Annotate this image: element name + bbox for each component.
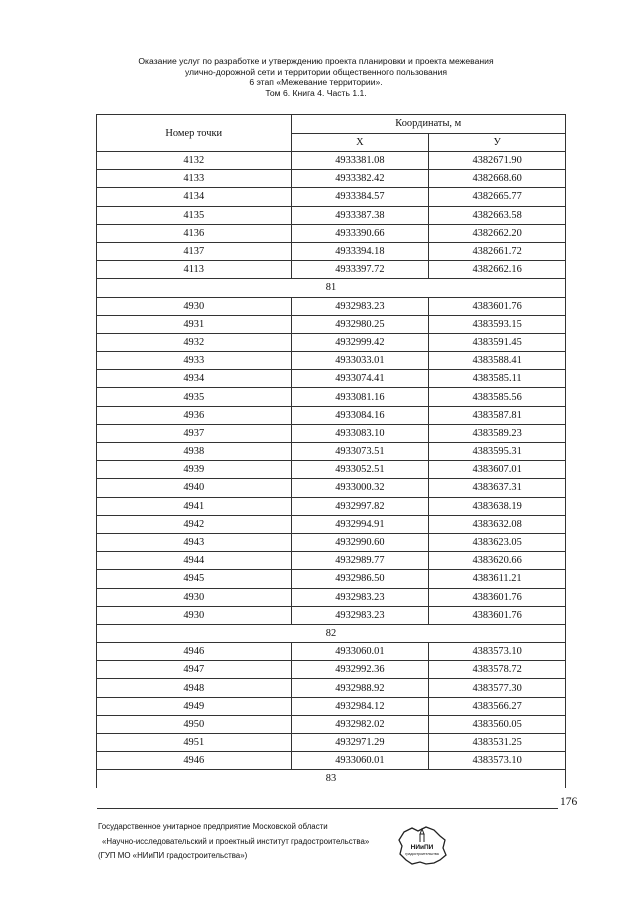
point-number-cell: 4942 xyxy=(97,515,292,533)
x-coordinate-cell: 4933060.01 xyxy=(291,643,429,661)
x-coordinate-cell: 4933382.42 xyxy=(291,170,429,188)
x-coordinate-cell: 4932983.23 xyxy=(291,588,429,606)
x-coordinate-cell: 4932989.77 xyxy=(291,552,429,570)
section-row xyxy=(97,770,566,788)
table-row xyxy=(97,206,566,224)
table-row xyxy=(97,752,566,770)
point-number-cell: 4948 xyxy=(97,679,292,697)
table-row xyxy=(97,643,566,661)
y-coordinate-cell: 4383623.05 xyxy=(429,533,566,551)
y-coordinate-cell: 4383591.45 xyxy=(429,333,566,351)
table-row xyxy=(97,224,566,242)
point-number-cell: 4937 xyxy=(97,424,292,442)
table-row xyxy=(97,315,566,333)
y-coordinate-cell: 4383573.10 xyxy=(429,752,566,770)
point-number-cell: 4135 xyxy=(97,206,292,224)
y-coordinate-cell: 4383632.08 xyxy=(429,515,566,533)
section-number: 83 xyxy=(97,770,566,788)
x-coordinate-cell: 4932990.60 xyxy=(291,533,429,551)
table-row xyxy=(97,424,566,442)
point-number-cell: 4935 xyxy=(97,388,292,406)
table-row xyxy=(97,242,566,260)
table-row xyxy=(97,443,566,461)
table-row xyxy=(97,661,566,679)
point-number-cell: 4946 xyxy=(97,752,292,770)
table-row xyxy=(97,388,566,406)
table-row xyxy=(97,333,566,351)
x-coordinate-cell: 4933390.66 xyxy=(291,224,429,242)
section-row xyxy=(97,624,566,642)
table-row xyxy=(97,461,566,479)
point-number-cell: 4947 xyxy=(97,661,292,679)
y-coordinate-cell: 4383611.21 xyxy=(429,570,566,588)
table-row xyxy=(97,515,566,533)
footer-line-1: Государственное унитарное предприятие Московской области xyxy=(98,822,328,831)
x-coordinate-cell: 4933073.51 xyxy=(291,443,429,461)
coordinates-table xyxy=(96,114,566,788)
header-line-2: улично-дорожной сети и территории общественного пользования xyxy=(184,66,448,77)
table-row xyxy=(97,715,566,733)
y-coordinate-cell: 4383577.30 xyxy=(429,679,566,697)
x-coordinate-cell: 4933081.16 xyxy=(291,388,429,406)
table-row xyxy=(97,297,566,315)
point-number-cell: 4950 xyxy=(97,715,292,733)
point-number-cell: 4132 xyxy=(97,152,292,170)
point-number-cell: 4930 xyxy=(97,588,292,606)
point-number-cell: 4133 xyxy=(97,170,292,188)
point-number-cell: 4934 xyxy=(97,370,292,388)
y-coordinate-cell: 4383601.76 xyxy=(429,606,566,624)
section-number: 81 xyxy=(97,279,566,297)
point-number-cell: 4113 xyxy=(97,261,292,279)
point-number-cell: 4944 xyxy=(97,552,292,570)
table-row xyxy=(97,406,566,424)
x-coordinate-cell: 4933060.01 xyxy=(291,752,429,770)
document-footer xyxy=(98,820,418,864)
point-number-cell: 4946 xyxy=(97,643,292,661)
point-number-cell: 4931 xyxy=(97,315,292,333)
table-row xyxy=(97,261,566,279)
y-coordinate-cell: 4383588.41 xyxy=(429,352,566,370)
point-number-cell: 4930 xyxy=(97,606,292,624)
table-row xyxy=(97,370,566,388)
y-coordinate-cell: 4383589.23 xyxy=(429,424,566,442)
y-coordinate-cell: 4383601.76 xyxy=(429,588,566,606)
y-coordinate-cell: 4383531.25 xyxy=(429,734,566,752)
document-header xyxy=(0,56,632,98)
header-line-3: 6 этап «Межевание территории». xyxy=(249,77,383,88)
table-row xyxy=(97,152,566,170)
y-coordinate-cell: 4383585.56 xyxy=(429,388,566,406)
point-number-cell: 4949 xyxy=(97,697,292,715)
y-coordinate-cell: 4383620.66 xyxy=(429,552,566,570)
y-coordinate-cell: 4383585.11 xyxy=(429,370,566,388)
x-coordinate-cell: 4932986.50 xyxy=(291,570,429,588)
x-coordinate-cell: 4932983.23 xyxy=(291,297,429,315)
table-row xyxy=(97,734,566,752)
point-number-cell: 4951 xyxy=(97,734,292,752)
y-coordinate-cell: 4383578.72 xyxy=(429,661,566,679)
y-coordinate-cell: 4382665.77 xyxy=(429,188,566,206)
footer-line-2: «Научно-исследовательский и проектный институт градостроительства» xyxy=(102,836,370,846)
point-number-cell: 4941 xyxy=(97,497,292,515)
y-coordinate-cell: 4383573.10 xyxy=(429,643,566,661)
page-number: 176 xyxy=(560,796,578,808)
y-coordinate-cell: 4382662.16 xyxy=(429,261,566,279)
y-coordinate-cell: 4382662.20 xyxy=(429,224,566,242)
y-coordinate-cell: 4383637.31 xyxy=(429,479,566,497)
x-column-header: X xyxy=(291,133,429,152)
x-coordinate-cell: 4933083.10 xyxy=(291,424,429,442)
y-coordinate-cell: 4383595.31 xyxy=(429,443,566,461)
table-row xyxy=(97,679,566,697)
table-row xyxy=(97,606,566,624)
x-coordinate-cell: 4932994.91 xyxy=(291,515,429,533)
section-row xyxy=(97,279,566,297)
y-coordinate-cell: 4383607.01 xyxy=(429,461,566,479)
footer-divider xyxy=(97,808,558,809)
point-number-cell: 4938 xyxy=(97,443,292,461)
y-coordinate-cell: 4382663.58 xyxy=(429,206,566,224)
header-line-1: Оказание услуг по разработке и утверждению проекта планировки и проекта межевания xyxy=(138,56,494,66)
x-coordinate-cell: 4933084.16 xyxy=(291,406,429,424)
table-row xyxy=(97,588,566,606)
y-column-header: У xyxy=(429,133,566,152)
table-row xyxy=(97,188,566,206)
coordinates-table-body xyxy=(97,152,566,788)
y-coordinate-cell: 4383560.05 xyxy=(429,715,566,733)
x-coordinate-cell: 4933387.38 xyxy=(291,206,429,224)
x-coordinate-cell: 4933397.72 xyxy=(291,261,429,279)
x-coordinate-cell: 4933394.18 xyxy=(291,242,429,260)
point-number-cell: 4939 xyxy=(97,461,292,479)
y-coordinate-cell: 4383638.19 xyxy=(429,497,566,515)
section-number: 82 xyxy=(97,624,566,642)
x-coordinate-cell: 4932999.42 xyxy=(291,333,429,351)
x-coordinate-cell: 4933381.08 xyxy=(291,152,429,170)
table-row xyxy=(97,352,566,370)
x-coordinate-cell: 4933074.41 xyxy=(291,370,429,388)
table-row xyxy=(97,170,566,188)
table-row xyxy=(97,570,566,588)
x-coordinate-cell: 4933000.32 xyxy=(291,479,429,497)
logo-text-2: градостроительства xyxy=(405,852,439,856)
y-coordinate-cell: 4383587.81 xyxy=(429,406,566,424)
table-row xyxy=(97,533,566,551)
x-coordinate-cell: 4932983.23 xyxy=(291,606,429,624)
x-coordinate-cell: 4932997.82 xyxy=(291,497,429,515)
y-coordinate-cell: 4382671.90 xyxy=(429,152,566,170)
point-number-cell: 4945 xyxy=(97,570,292,588)
point-number-cell: 4136 xyxy=(97,224,292,242)
point-number-cell: 4933 xyxy=(97,352,292,370)
table-row xyxy=(97,552,566,570)
point-number-cell: 4940 xyxy=(97,479,292,497)
y-coordinate-cell: 4382668.60 xyxy=(429,170,566,188)
coordinates-header: Координаты, м xyxy=(291,115,566,134)
point-number-cell: 4930 xyxy=(97,297,292,315)
x-coordinate-cell: 4933384.57 xyxy=(291,188,429,206)
x-coordinate-cell: 4932971.29 xyxy=(291,734,429,752)
x-coordinate-cell: 4932992.36 xyxy=(291,661,429,679)
point-number-cell: 4943 xyxy=(97,533,292,551)
header-line-4: Том 6. Книга 4. Часть 1.1. xyxy=(265,87,367,98)
table-row xyxy=(97,497,566,515)
point-number-header: Номер точки xyxy=(97,115,292,152)
x-coordinate-cell: 4933033.01 xyxy=(291,352,429,370)
table-row xyxy=(97,479,566,497)
tower-icon xyxy=(420,829,424,842)
y-coordinate-cell: 4383593.15 xyxy=(429,315,566,333)
institute-logo xyxy=(396,822,448,868)
x-coordinate-cell: 4932982.02 xyxy=(291,715,429,733)
x-coordinate-cell: 4932984.12 xyxy=(291,697,429,715)
x-coordinate-cell: 4933052.51 xyxy=(291,461,429,479)
y-coordinate-cell: 4383601.76 xyxy=(429,297,566,315)
x-coordinate-cell: 4932980.25 xyxy=(291,315,429,333)
footer-line-3: (ГУП МО «НИиПИ градостроительства») xyxy=(98,851,248,860)
point-number-cell: 4936 xyxy=(97,406,292,424)
point-number-cell: 4137 xyxy=(97,242,292,260)
logo-text-1: НИиПИ xyxy=(410,844,434,851)
point-number-cell: 4932 xyxy=(97,333,292,351)
y-coordinate-cell: 4382661.72 xyxy=(429,242,566,260)
x-coordinate-cell: 4932988.92 xyxy=(291,679,429,697)
table-row xyxy=(97,697,566,715)
point-number-cell: 4134 xyxy=(97,188,292,206)
y-coordinate-cell: 4383566.27 xyxy=(429,697,566,715)
